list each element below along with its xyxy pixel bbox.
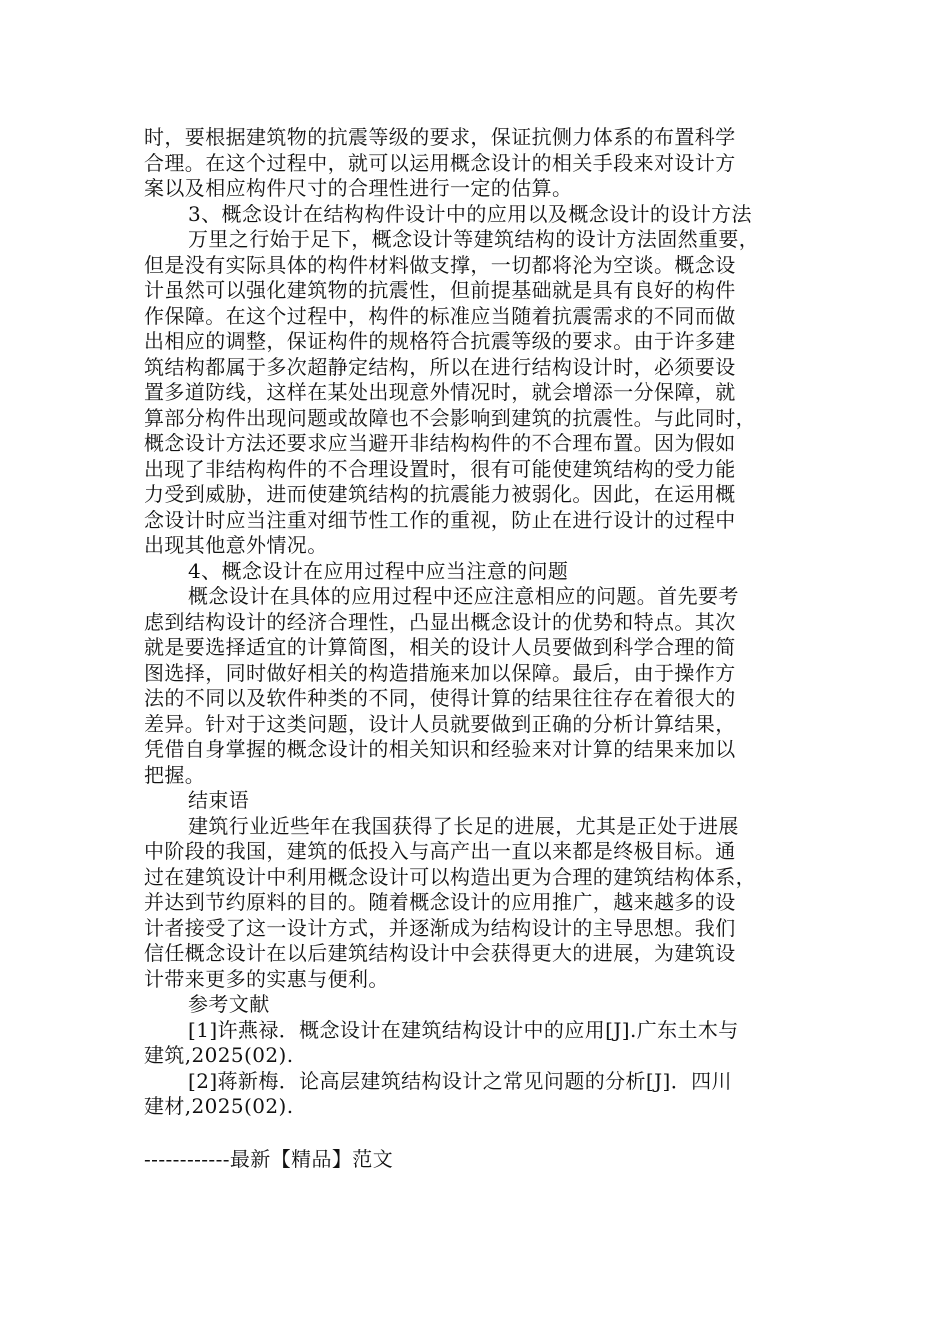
text-line: 4、概念设计在应用过程中应当注意的问题 — [188, 558, 569, 583]
text-line: 中阶段的我国，建筑的低投入与高产出一直以来都是终极目标。通 — [144, 839, 736, 863]
text-line: 计虽然可以强化建筑物的抗震性，但前提基础就是具有良好的构件 — [144, 278, 736, 302]
heading-conclusion — [144, 788, 810, 814]
text-line: 算部分构件出现问题或故障也不会影响到建筑的抗震性。与此同时， — [144, 405, 756, 430]
text-line: 并达到节约原料的目的。随着概念设计的应用推广，越来越多的设 — [144, 890, 736, 914]
text-line: [2]蒋新梅．论高层建筑结构设计之常见问题的分析[J]．四川 — [188, 1068, 732, 1093]
text-line: 出相应的调整，保证构件的规格符合抗震等级的要求。由于许多建 — [144, 329, 736, 353]
text-line: 法的不同以及软件种类的不同，使得计算的结果往往存在着很大的 — [144, 686, 736, 710]
text-line: 出现了非结构构件的不合理设置时，很有可能使建筑结构的受力能 — [144, 456, 736, 481]
text-line: 概念设计在具体的应用过程中还应注意相应的问题。首先要考 — [188, 584, 739, 608]
text-line: 万里之行始于足下，概念设计等建筑结构的设计方法固然重要， — [188, 227, 760, 251]
text-line: 作保障。在这个过程中，构件的标准应当随着抗震需求的不同而做 — [144, 303, 736, 328]
text-line: 图选择，同时做好相关的构造措施来加以保障。最后，由于操作方 — [144, 660, 736, 685]
text-line: 参考文献 — [188, 992, 270, 1016]
text-line: 3、概念设计在结构构件设计中的应用以及概念设计的设计方法 — [188, 201, 752, 226]
text-line: 建材,2025(02). — [144, 1094, 294, 1118]
text-line: 合理。在这个过程中，就可以运用概念设计的相关手段来对设计方 — [144, 150, 736, 175]
text-line: 案以及相应构件尺寸的合理性进行一定的估算。 — [144, 176, 573, 200]
reference-1 — [144, 1018, 810, 1069]
footer-watermark-text: ------------最新【精品】范文 — [144, 1147, 394, 1171]
text-line: [1]许燕禄．概念设计在建筑结构设计中的应用[J].广东土木与 — [188, 1017, 739, 1042]
document-body — [144, 125, 810, 1120]
para-section-4-body — [144, 584, 810, 788]
text-line: 念设计时应当注重对细节性工作的重视，防止在进行设计的过程中 — [144, 507, 736, 532]
text-line: 结束语 — [188, 788, 250, 812]
para-seismic-system — [144, 125, 810, 202]
text-line: 过在建筑设计中利用概念设计可以构造出更为合理的建筑结构体系， — [144, 864, 756, 889]
text-line: 建筑行业近些年在我国获得了长足的进展，尤其是正处于进展 — [188, 813, 739, 838]
reference-2 — [144, 1069, 810, 1120]
text-line: 计者接受了这一设计方式，并逐渐成为结构设计的主导思想。我们 — [144, 915, 736, 940]
text-line: 筑结构都属于多次超静定结构，所以在进行结构设计时，必须要设 — [144, 354, 736, 379]
text-line: 概念设计方法还要求应当避开非结构构件的不合理布置。因为假如 — [144, 431, 736, 455]
text-line: 出现其他意外情况。 — [144, 533, 328, 557]
heading-references — [144, 992, 810, 1018]
text-line: 时，要根据建筑物的抗震等级的要求，保证抗侧力体系的布置科学 — [144, 125, 736, 149]
heading-section-4 — [144, 559, 810, 585]
text-line: 凭借自身掌握的概念设计的相关知识和经验来对计算的结果来加以 — [144, 737, 736, 761]
text-line: 但是没有实际具体的构件材料做支撑，一切都将沦为空谈。概念设 — [144, 252, 736, 277]
text-line: 力受到威胁，进而使建筑结构的抗震能力被弱化。因此，在运用概 — [144, 482, 736, 506]
text-line: 虑到结构设计的经济合理性，凸显出概念设计的优势和特点。其次 — [144, 609, 736, 634]
text-line: 计带来更多的实惠与便利。 — [144, 966, 389, 991]
text-line: 信任概念设计在以后建筑结构设计中会获得更大的进展，为建筑设 — [144, 941, 736, 965]
heading-section-3 — [144, 202, 810, 228]
text-line: 建筑,2025(02). — [144, 1043, 294, 1067]
text-line: 差异。针对于这类问题，设计人员就要做到正确的分析计算结果， — [144, 711, 736, 736]
para-section-3-body — [144, 227, 810, 559]
para-conclusion-body — [144, 814, 810, 993]
text-line: 把握。 — [144, 762, 206, 787]
text-line: 就是要选择适宜的计算简图，相关的设计人员要做到科学合理的简 — [144, 635, 736, 659]
text-line: 置多道防线，这样在某处出现意外情况时，就会增添一分保障，就 — [144, 380, 736, 404]
